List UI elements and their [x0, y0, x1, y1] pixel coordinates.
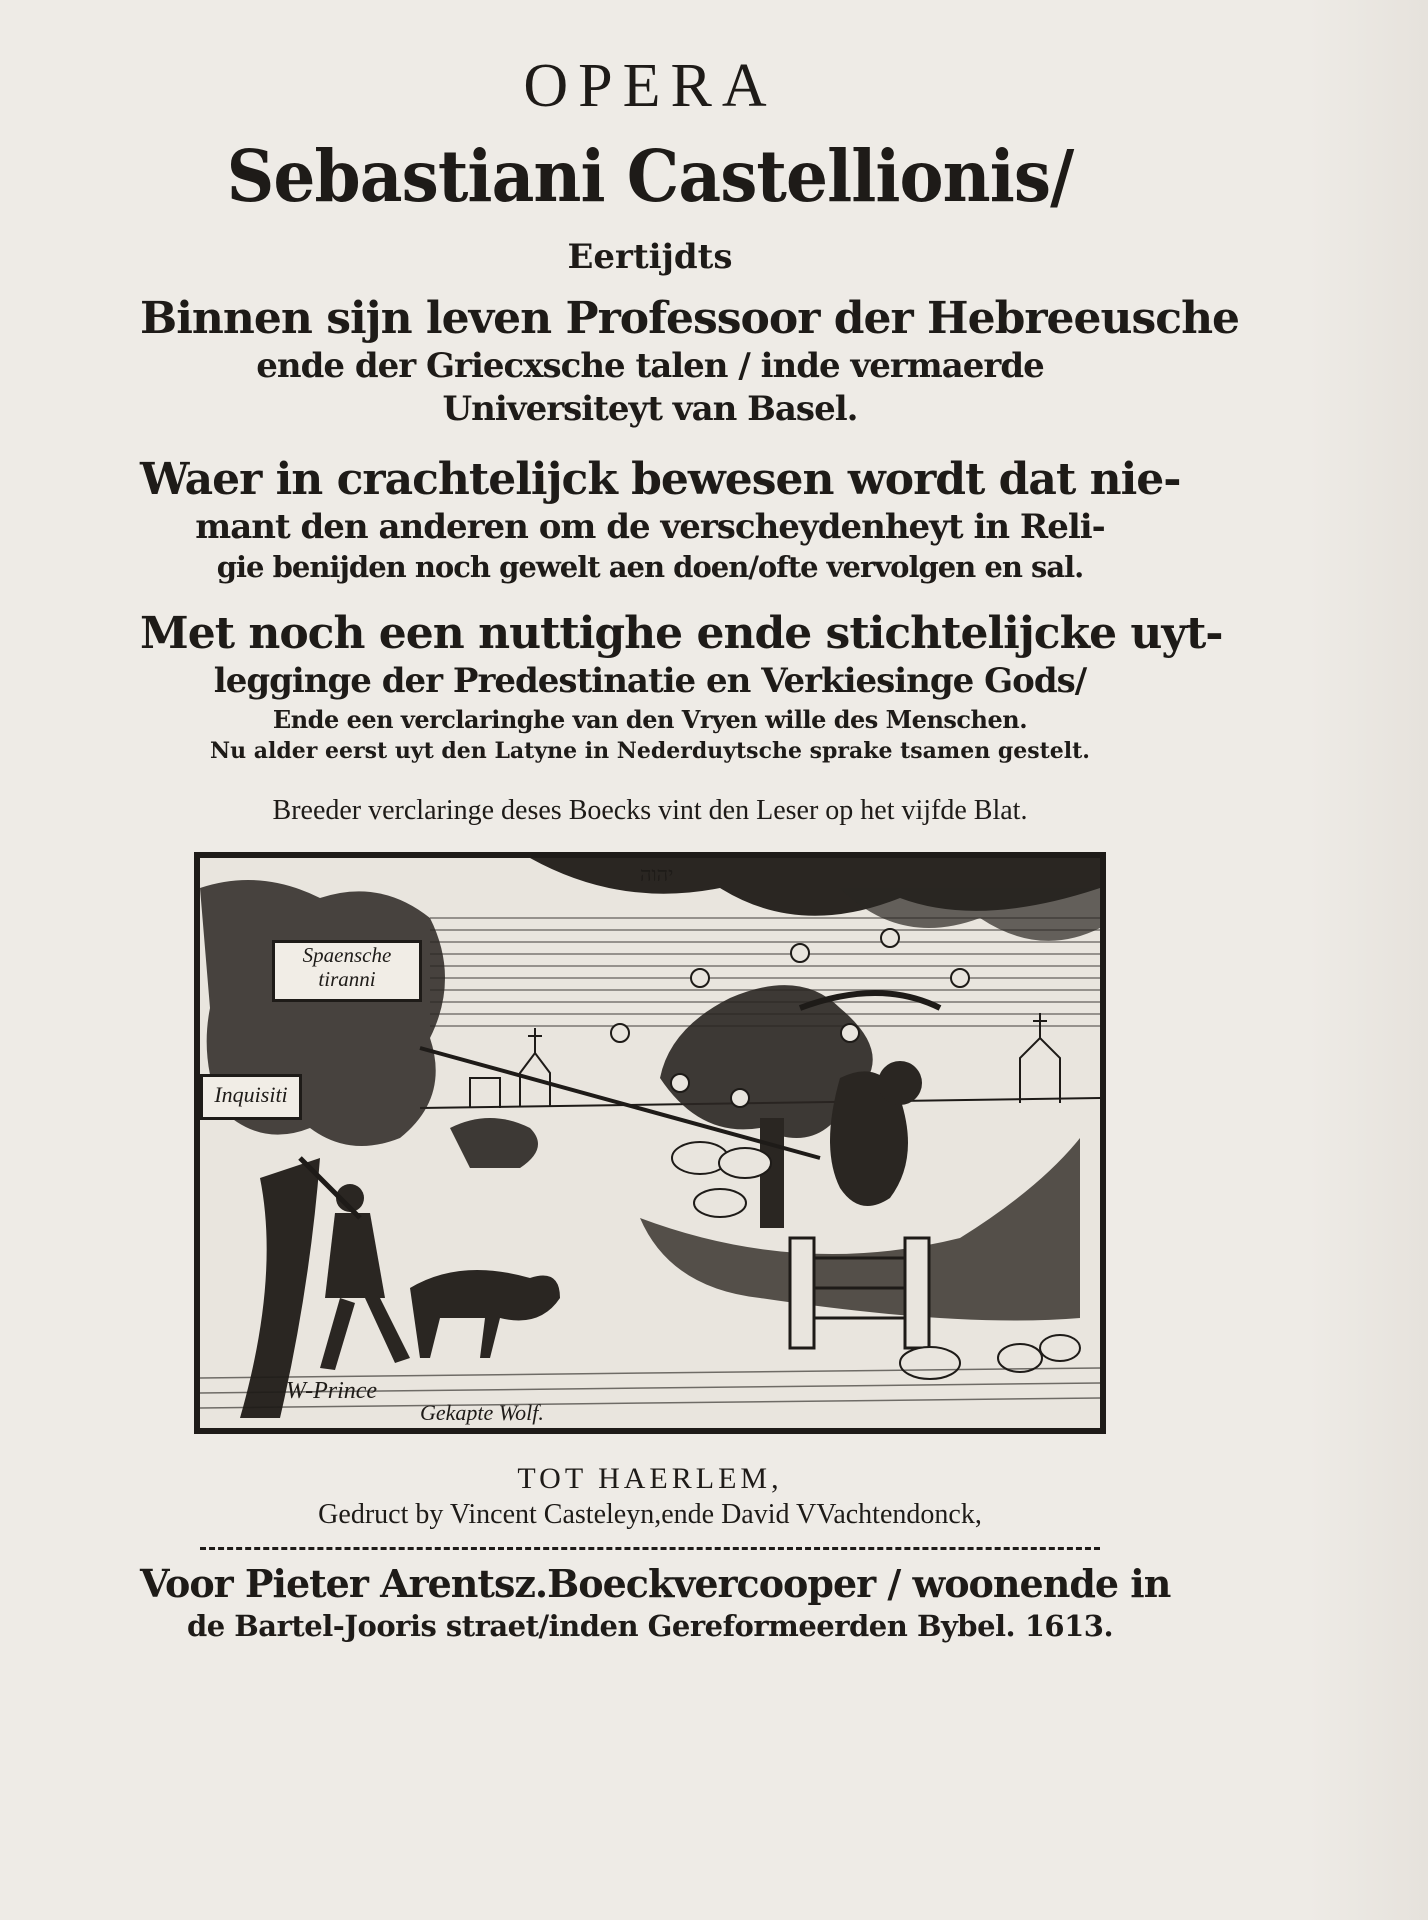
- imprint-divider: [200, 1547, 1100, 1550]
- title-page: [140, 40, 1240, 1646]
- addition-line-2: legginge der Predestinatie en Verkiesinge Gods/: [213, 661, 1087, 702]
- imprint-bookseller: Voor Pieter Arentsz.Boeckvercooper / woonende in: [140, 1561, 1171, 1607]
- thesis-line-2: mant den anderen om de verscheydenheyt in Reli-: [195, 507, 1105, 548]
- eertijdts-line: Eertijdts: [567, 237, 733, 278]
- imprint-city: TOT HAERLEM,: [517, 1461, 783, 1495]
- addition-line-1: Met noch een nuttighe ende stichtelijcke uyt-: [140, 608, 1223, 660]
- sign-inquisitie: [200, 1074, 302, 1120]
- lion-figure: [830, 1061, 922, 1206]
- office-line-1: Binnen sijn leven Professoor der Hebreeusche: [140, 293, 1240, 345]
- office-line-2: ende der Griecxsche talen / inde vermaerde: [256, 346, 1044, 387]
- office-line-3: Universiteyt van Basel.: [442, 388, 858, 429]
- cloud-shape: [530, 858, 1100, 941]
- page-edge: [1308, 0, 1428, 1920]
- sign-spaansche-line-1: Spaensche: [302, 942, 392, 967]
- sign-inquisitie-label: Inquisiti: [214, 1081, 288, 1107]
- imprint-block: [140, 1460, 1171, 1646]
- thesis-line-1: Waer in crachtelijck bewesen wordt dat nie-: [140, 454, 1181, 506]
- thesis-block: [140, 454, 1181, 586]
- woodcut-illustration: [194, 852, 1106, 1434]
- author-name: Sebastiani Castellionis/: [226, 134, 1074, 219]
- imprint-address: de Bartel-Jooris straet/inden Gereformeerden Bybel. 1613.: [186, 1608, 1114, 1643]
- label-prince: W-Prince: [286, 1377, 378, 1404]
- sign-spaansche-line-2: tiranni: [318, 966, 376, 991]
- addition-block: [140, 608, 1223, 767]
- addition-line-4: Nu alder eerst uyt den Latyne in Nederduytsche sprake tsamen gestelt.: [210, 738, 1090, 765]
- opera-heading: OPERA: [523, 52, 777, 120]
- addition-line-3: Ende een verclaringhe van den Vryen wille des Menschen.: [272, 704, 1028, 734]
- imprint-printers: Gedruct by Vincent Casteleyn,ende David VVachtendonck,: [318, 1499, 982, 1531]
- label-wolf: Gekapte Wolf.: [420, 1399, 544, 1425]
- office-block: [140, 293, 1240, 430]
- thesis-line-3: gie benijden noch gewelt aen doen/ofte vervolgen en sal.: [216, 549, 1084, 584]
- reader-note: Breeder verclaringe deses Boecks vint den Leser op het vijfde Blat.: [272, 795, 1028, 827]
- sign-spaansche-tiranni: [272, 940, 422, 1002]
- hebrew-inscription: יהוה: [640, 863, 674, 886]
- wolf-figure: [410, 1118, 560, 1358]
